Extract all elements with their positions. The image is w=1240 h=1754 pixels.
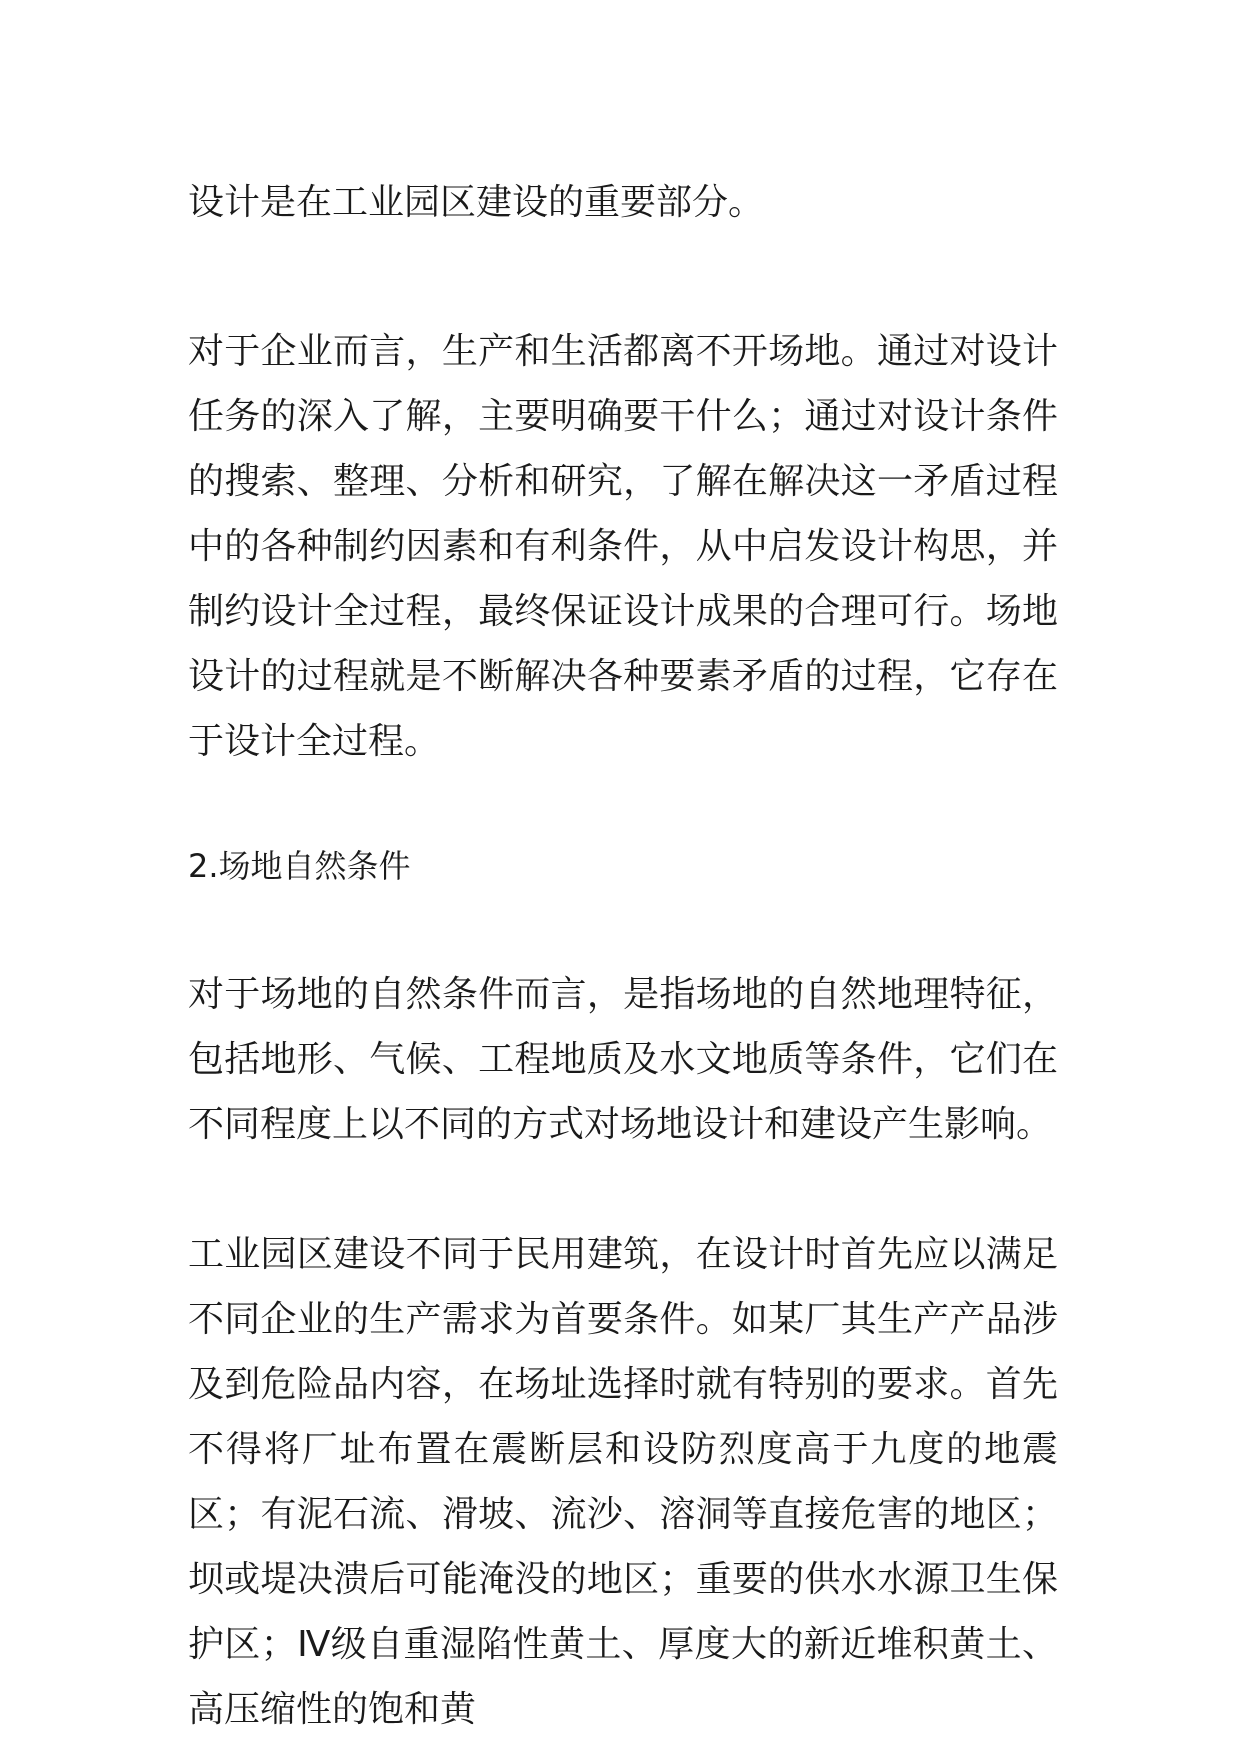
paragraph-intro: 设计是在工业园区建设的重要部分。 — [188, 182, 765, 223]
paragraph-industrial-park: 工业园区建设不同于民用建筑，在设计时首先应以满足不同企业的生产需求为首要条件。如某厂其生产产品涉及到危险品内容，在场址选择时就有特别的要求。首先不得将厂址布置在震断层和设防烈度高于九度的地震区；有泥石流、滑坡、流沙、溶洞等直接危害的地区；坝或堤决溃后可能淹没的地区；重要的供水水源卫生保护区；Ⅳ级自重湿陷性黄土、厚度大的新近堆积黄土、高压缩性的饱和黄 — [188, 1234, 1058, 1730]
section-heading: 2.场地自然条件 — [188, 847, 411, 885]
paragraph-site-design: 对于企业而言，生产和生活都离不开场地。通过对设计任务的深入了解，主要明确要干什么；通过对设计条件的搜索、整理、分析和研究，了解在解决这一矛盾过程中的各种制约因素和有利条件，从中启发设计构思，并制约设计全过程，最终保证设计成果的合理可行。场地设计的过程就是不断解决各种要素矛盾的过程，它存在于设计全过程。 — [188, 331, 1058, 762]
paragraph-natural-conditions: 对于场地的自然条件而言，是指场地的自然地理特征，包括地形、气候、工程地质及水文地质等条件，它们在不同程度上以不同的方式对场地设计和建设产生影响。 — [188, 974, 1058, 1145]
document-page — [188, 170, 1058, 1742]
